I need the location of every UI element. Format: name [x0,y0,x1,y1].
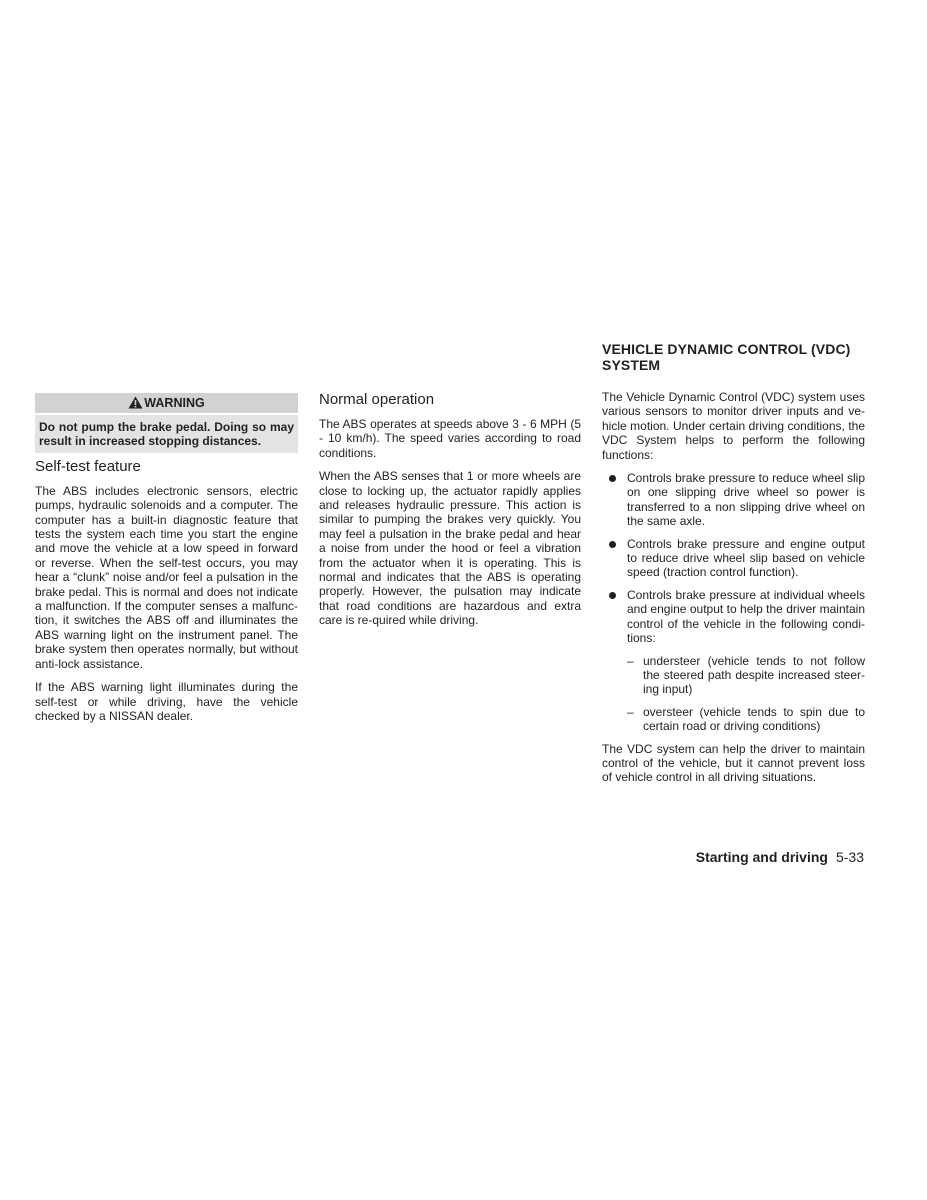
bullet-icon [609,592,616,599]
list-item [602,588,865,734]
middle-column [319,391,581,637]
bullet-text: Controls brake pressure to reduce wheel slip on one slipping drive wheel so power is transferred to a non slipping drive wheel on the same axle. [627,471,865,529]
vdc-heading [602,341,865,373]
vdc-intro: The Vehicle Dynamic Control (VDC) system uses various sensors to monitor driver inputs and ve-hicle motion. Under certain driving conditions, the VDC System helps to perform the following functions: [602,390,865,462]
page-footer [696,849,864,865]
right-column [602,341,865,794]
warning-title: WARNING [144,396,205,410]
warning-triangle-icon [128,395,143,415]
normal-operation-heading: Normal operation [319,391,435,408]
bullet-icon [609,475,616,482]
condition-list [627,654,865,734]
normal-operation-paragraph-1: The ABS operates at speeds above 3 - 6 MPH (5 - 10 km/h). The speed varies according to road conditions. [319,417,581,460]
vdc-heading-line-2: SYSTEM [602,357,661,373]
left-column [35,393,298,732]
list-item [602,537,865,580]
vdc-heading-line-1: VEHICLE DYNAMIC CONTROL (VDC) [602,341,851,357]
dash-marker: – [627,653,634,668]
self-test-paragraph-1: The ABS includes electronic sensors, electric pumps, hydraulic solenoids and a computer. The computer has a built-in diagnostic feature that tests the system each time you start the engine and move the vehicle at a low speed in forward or reverse. When the self-test occurs, you may hear a “clunk” noise and/or feel a pulsation in the brake pedal. This is normal and does not indicate a malfunction. If the computer senses a malfunc-tion, it switches the ABS off and illuminates the ABS warning light on the instrument panel. The brake system then operates normally, but without anti-lock assistance. [35,483,298,671]
vdc-function-list [602,471,865,734]
bullet-icon [609,541,616,548]
self-test-paragraph-2: If the ABS warning light illuminates during the self-test or while driving, have the vehicle checked by a NISSAN dealer. [35,680,298,723]
section-title: Starting and driving [695,849,828,865]
self-test-heading: Self-test feature [35,457,141,475]
dash-marker: – [627,704,634,719]
list-item [602,471,865,529]
warning-header [35,393,298,413]
page-number: 5-33 [835,849,864,865]
bullet-text: Controls brake pressure and engine output to reduce drive wheel slip based on vehicle speed (traction control function). [627,536,865,580]
vdc-outro: The VDC system can help the driver to maintain control of the vehicle, but it cannot prevent loss of vehicle control in all driving situations. [602,741,865,785]
sub-item-text: understeer (vehicle tends to not follow the steered path despite increased steer-ing input) [643,653,865,697]
bullet-text: Controls brake pressure at individual wheels and engine output to help the driver maintain control of the vehicle in the following condi-tions: [627,587,865,646]
normal-operation-paragraph-2: When the ABS senses that 1 or more wheels are close to locking up, the actuator rapidly applies and releases hydraulic pressure. This action is similar to pumping the brakes very quickly. You may feel a pulsation in the brake pedal and hear a noise from under the hood or feel a vibration from the actuator when it is operating. This is normal and indicates that the ABS is operating properly. However, the pulsation may indicate that road conditions are hazardous and extra care is re-quired while driving. [319,469,581,628]
sub-list-item [627,705,865,734]
warning-text: Do not pump the brake pedal. Doing so may result in increased stopping distances. [35,415,298,453]
sub-item-text: oversteer (vehicle tends to spin due to certain road or driving conditions) [643,704,865,734]
sub-list-item [627,654,865,697]
